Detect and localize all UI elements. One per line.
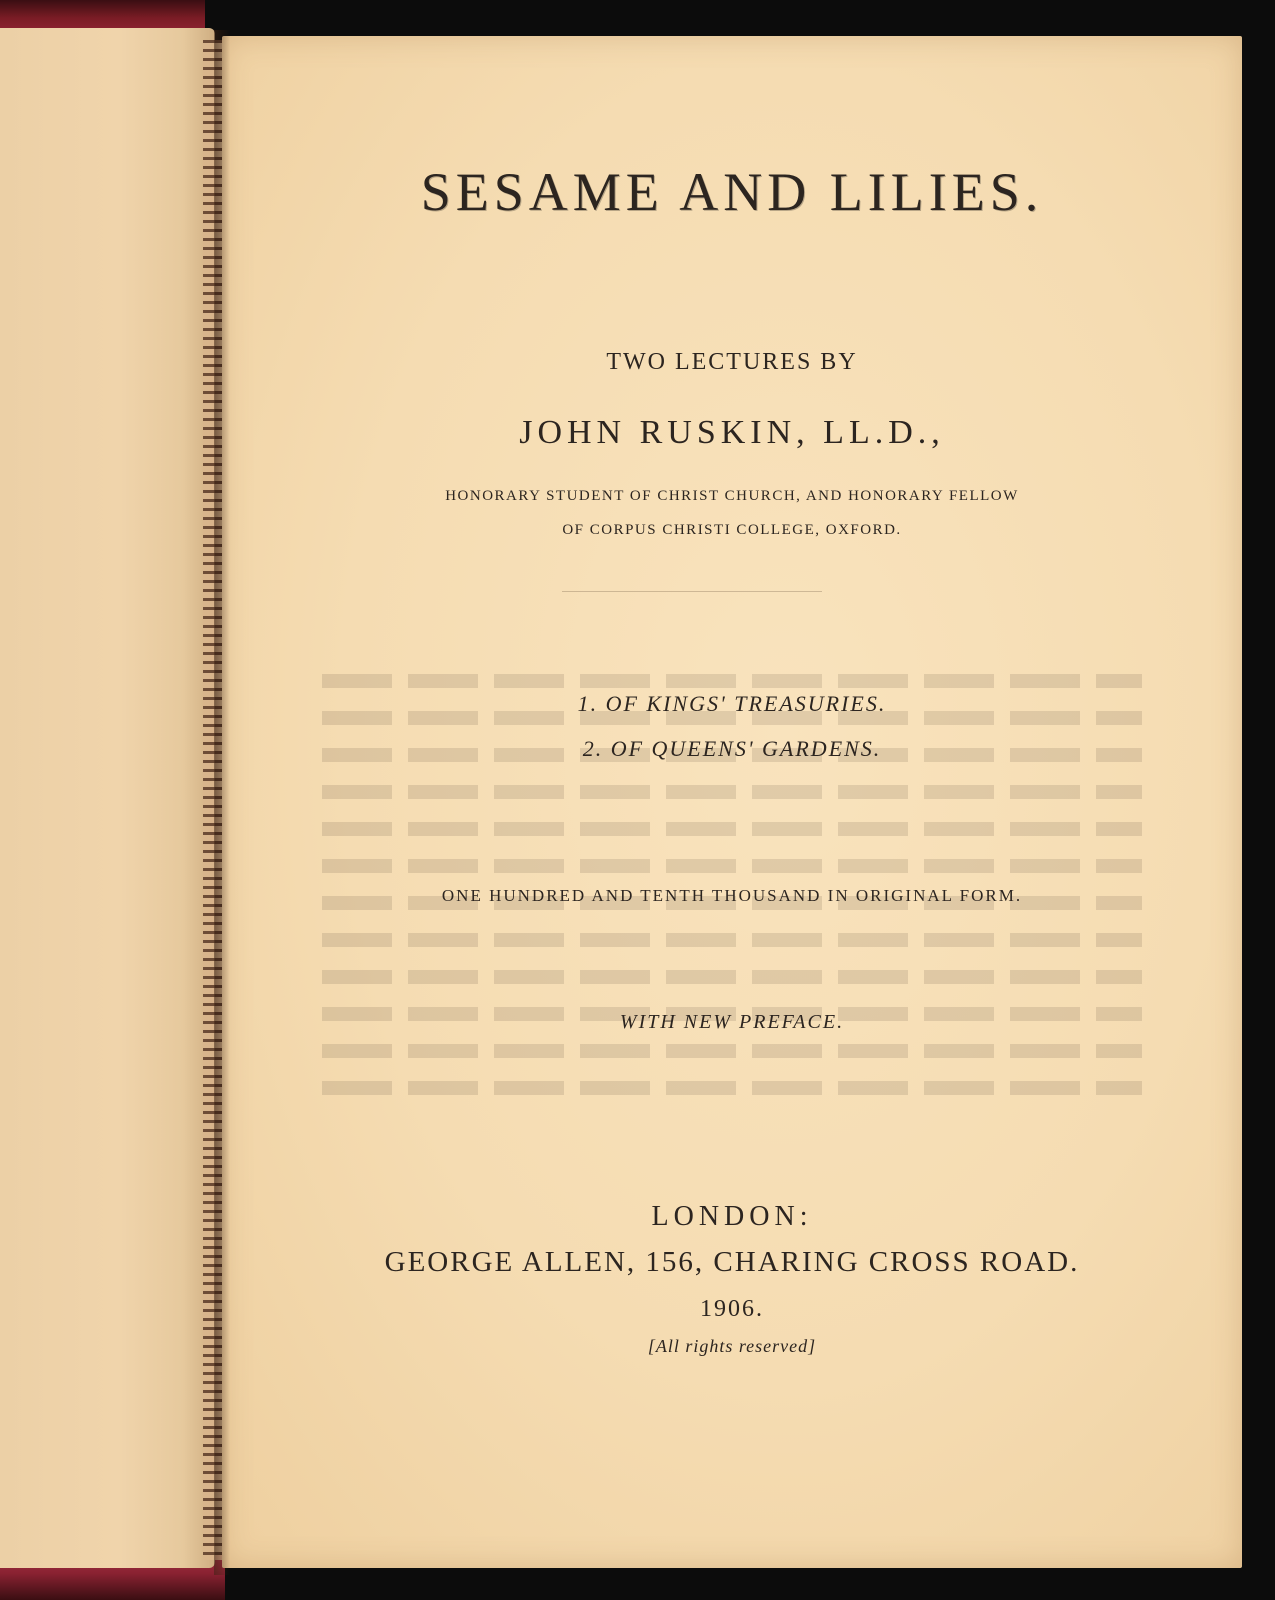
- author-credentials-line2: OF CORPUS CHRISTI COLLEGE, OXFORD.: [562, 522, 902, 538]
- edition-statement: ONE HUNDRED AND TENTH THOUSAND IN ORIGINAL FORM.: [441, 886, 1023, 905]
- rights-notice: [All rights reserved]: [647, 1336, 817, 1356]
- publication-city: LONDON:: [651, 1201, 813, 1232]
- left-page: [0, 28, 215, 1568]
- title-page: [222, 36, 1242, 1568]
- gutter-shadow: [214, 30, 230, 1575]
- lecture-item-2: 2. OF QUEENS' GARDENS.: [582, 736, 882, 761]
- red-cloth-cover-top: [0, 0, 205, 30]
- author-name: JOHN RUSKIN, LL.D.,: [519, 414, 945, 451]
- author-credentials-line1: HONORARY STUDENT OF CHRIST CHURCH, AND HONORARY FELLOW: [445, 488, 1019, 504]
- subtitle: TWO LECTURES BY: [606, 349, 858, 375]
- publisher: GEORGE ALLEN, 156, CHARING CROSS ROAD.: [384, 1246, 1080, 1278]
- book-title: SESAME AND LILIES.: [420, 162, 1044, 222]
- divider-rule: [562, 591, 822, 592]
- preface-note: WITH NEW PREFACE.: [619, 1011, 845, 1033]
- publication-year: 1906.: [700, 1296, 764, 1322]
- lecture-item-1: 1. OF KINGS' TREASURIES.: [577, 691, 887, 716]
